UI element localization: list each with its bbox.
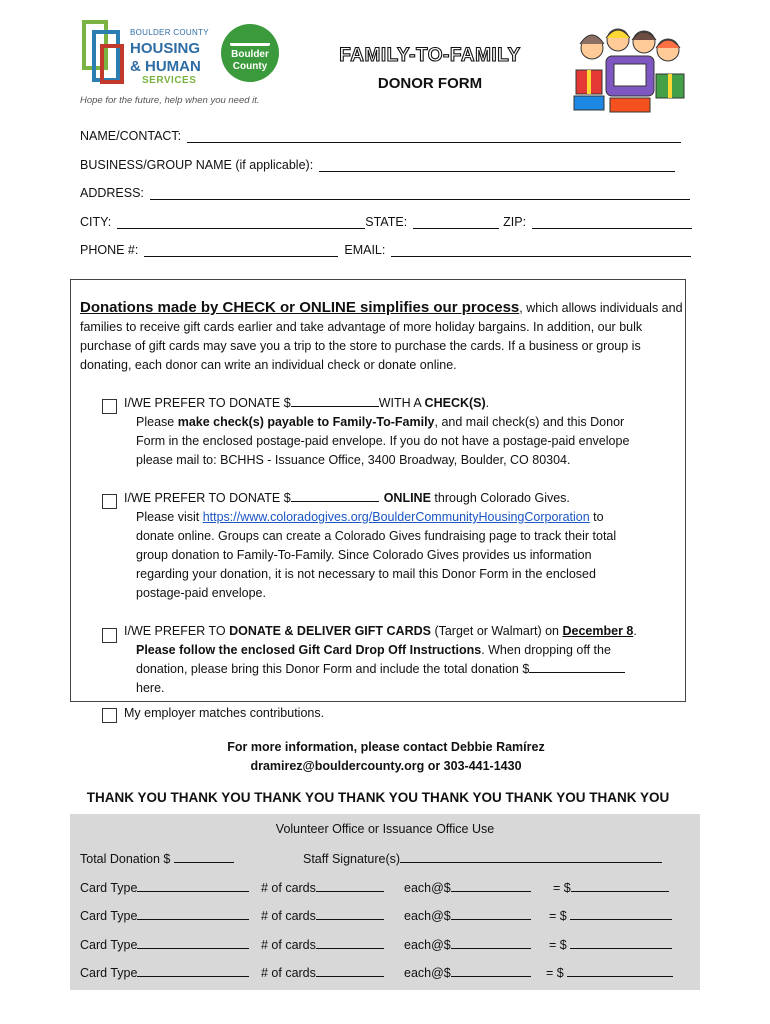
each-line[interactable]	[451, 964, 531, 977]
total-row-2	[549, 907, 672, 923]
check-option-text	[124, 394, 684, 470]
each-row-4	[404, 964, 531, 980]
name-contact-field[interactable]	[80, 129, 681, 143]
card-type-row-1	[80, 879, 249, 895]
zip-line[interactable]	[532, 216, 692, 229]
employer-match-label: My employer matches contributions.	[124, 706, 325, 720]
check-option-prefix: I/WE PREFER TO DONATE $	[124, 396, 291, 410]
org-line-3: & HUMAN	[130, 58, 201, 75]
total-label: = $	[553, 881, 571, 895]
giftcards-option-prefix: I/WE PREFER TO	[124, 624, 230, 638]
check-line2-bold: make check(s) payable to Family-To-Family	[177, 415, 435, 429]
staff-signature-field[interactable]	[303, 850, 662, 866]
each-row-3	[404, 936, 531, 952]
num-cards-line[interactable]	[316, 879, 384, 892]
each-line[interactable]	[451, 879, 531, 892]
check-option-end: .	[485, 396, 490, 410]
num-cards-label: # of cards	[261, 966, 316, 980]
employer-match-checkbox[interactable]	[102, 708, 117, 723]
check-instructions-line2	[124, 413, 684, 432]
num-cards-label: # of cards	[261, 881, 316, 895]
each-line[interactable]	[451, 936, 531, 949]
org-line-1: BOULDER COUNTY	[130, 28, 209, 37]
mountain-icon	[230, 35, 270, 46]
email-label: EMAIL:	[344, 243, 386, 257]
num-cards-row-4	[261, 964, 384, 980]
online-line2-a: Please visit	[136, 510, 203, 524]
donation-intro	[80, 298, 684, 375]
online-option-text	[124, 489, 684, 603]
contact-line-2: dramirez@bouldercounty.org or 303-441-1430	[250, 759, 522, 773]
num-cards-line[interactable]	[316, 907, 384, 920]
hhs-logo-mark	[80, 20, 124, 82]
num-cards-label: # of cards	[261, 909, 316, 923]
phone-email-row	[80, 243, 691, 257]
card-type-row-4	[80, 964, 249, 980]
giftcards-option-bold: DONATE & DELIVER GIFT CARDS	[229, 624, 431, 638]
staff-signature-label: Staff Signature(s)	[303, 852, 401, 866]
address-label: ADDRESS:	[80, 186, 144, 200]
each-label: each@$	[404, 881, 451, 895]
email-line[interactable]	[391, 244, 691, 257]
state-line[interactable]	[413, 216, 499, 229]
address-line[interactable]	[150, 187, 690, 200]
business-label: BUSINESS/GROUP NAME (if applicable):	[80, 158, 314, 172]
online-option-bold: ONLINE	[383, 491, 431, 505]
num-cards-row-1	[261, 879, 384, 895]
contact-line-1: For more information, please contact Debbie Ramírez	[227, 740, 545, 754]
total-row-1	[553, 879, 669, 895]
total-line[interactable]	[570, 907, 672, 920]
card-type-line[interactable]	[137, 879, 249, 892]
total-label: = $	[549, 938, 567, 952]
card-type-label: Card Type	[80, 909, 138, 923]
num-cards-line[interactable]	[316, 936, 384, 949]
page-subtitle: DONOR FORM	[377, 75, 483, 92]
giftcards-line2-bold: Please follow the enclosed Gift Card Drop Off Instructions	[136, 643, 482, 657]
intro-rest: , which allows individuals and families to receive gift cards earlier and take advantage of more holiday bargains. In addition, our bulk purchase of gift cards may save you a trip to the store to purchase the cards. If a business or group is donating, each donor can write an individual check or donate online.	[80, 301, 683, 372]
num-cards-line[interactable]	[316, 964, 384, 977]
check-instructions-line4: please mail to: BCHHS - Issuance Office, 3400 Broadway, Boulder, CO 80304.	[136, 453, 571, 467]
boulder-county-seal	[221, 24, 279, 82]
total-row-3	[549, 936, 672, 952]
giftcards-line3-text: donation, please bring this Donor Form and include the total donation $	[136, 662, 530, 676]
num-cards-row-2	[261, 907, 384, 923]
staff-signature-line[interactable]	[400, 850, 662, 863]
total-line[interactable]	[567, 964, 673, 977]
phone-line[interactable]	[144, 244, 338, 257]
colorado-gives-link[interactable]: https://www.coloradogives.org/BoulderCommunityHousingCorporation	[202, 510, 590, 524]
total-row-4	[546, 964, 673, 980]
address-field[interactable]	[80, 186, 690, 200]
check-option-bold: CHECK(S)	[424, 396, 486, 410]
phone-label: PHONE #:	[80, 243, 139, 257]
card-type-label: Card Type	[80, 938, 138, 952]
total-label: = $	[546, 966, 564, 980]
online-amount-blank[interactable]	[291, 489, 379, 502]
online-instructions-line4: group donation to Family-To-Family. Since Colorado Gives provides us information	[136, 548, 592, 562]
giftcards-instructions-line4: here.	[136, 681, 165, 695]
giftcards-instructions-line3	[124, 660, 684, 679]
city-state-zip-row	[80, 215, 692, 229]
online-option-prefix: I/WE PREFER TO DONATE $	[124, 491, 291, 505]
seal-line-2: County	[232, 61, 268, 72]
online-option-post: through Colorado Gives.	[430, 491, 570, 505]
total-donation-label: Total Donation $	[80, 852, 171, 866]
office-use-heading: Volunteer Office or Issuance Office Use	[275, 822, 495, 836]
online-instructions-line6: postage-paid envelope.	[136, 586, 266, 600]
giftcards-option-text	[124, 622, 684, 698]
state-label: STATE:	[365, 215, 408, 229]
card-type-line[interactable]	[137, 964, 249, 977]
contact-info	[80, 738, 692, 776]
page-title: FAMILY-TO-FAMILY	[339, 45, 521, 66]
check-line2-a: Please	[136, 415, 178, 429]
giftcards-total-blank[interactable]	[529, 660, 625, 673]
online-option-checkbox[interactable]	[102, 494, 117, 509]
intro-lead: Donations made by CHECK or ONLINE simplifies our process	[80, 299, 520, 316]
each-row-1	[404, 879, 531, 895]
zip-label: ZIP:	[503, 215, 527, 229]
online-instructions-line2	[124, 508, 684, 527]
org-line-4: SERVICES	[142, 75, 197, 86]
giftcards-option-checkbox[interactable]	[102, 628, 117, 643]
business-field[interactable]	[80, 158, 675, 172]
num-cards-label: # of cards	[261, 938, 316, 952]
thank-you-banner: THANK YOU THANK YOU THANK YOU THANK YOU THANK YOU THANK YOU THANK YOU	[86, 790, 670, 805]
check-line2-b: , and mail check(s) and this Donor	[434, 415, 625, 429]
total-line[interactable]	[571, 879, 669, 892]
giftcards-option-end: .	[633, 624, 637, 638]
each-label: each@$	[404, 966, 451, 980]
check-option-checkbox[interactable]	[102, 399, 117, 414]
online-instructions-line3: donate online. Groups can create a Colorado Gives fundraising page to track their total	[136, 529, 617, 543]
check-instructions-line3: Form in the enclosed postage-paid envelope. If you do not have a postage-paid envelope	[136, 434, 630, 448]
num-cards-row-3	[261, 936, 384, 952]
online-instructions-line5: regarding your donation, it is not necessary to mail this Donor Form in the enclosed	[136, 567, 596, 581]
check-option-mid: WITH A	[378, 396, 425, 410]
name-contact-label: NAME/CONTACT:	[80, 129, 182, 143]
total-donation-line[interactable]	[174, 850, 234, 863]
online-line2-b: to	[589, 510, 604, 524]
name-contact-line[interactable]	[187, 130, 681, 143]
city-line[interactable]	[117, 216, 365, 229]
each-label: each@$	[404, 938, 451, 952]
giftcards-date: December 8	[562, 624, 634, 638]
giftcards-option-post: (Target or Walmart) on	[430, 624, 563, 638]
card-type-label: Card Type	[80, 881, 138, 895]
org-tagline: Hope for the future, help when you need it.	[80, 95, 260, 106]
total-label: = $	[549, 909, 567, 923]
each-row-2	[404, 907, 531, 923]
kids-gifts-clipart	[570, 22, 690, 114]
each-line[interactable]	[451, 907, 531, 920]
business-line[interactable]	[319, 159, 675, 172]
card-type-row-3	[80, 936, 249, 952]
each-label: each@$	[404, 909, 451, 923]
city-label: CITY:	[80, 215, 112, 229]
check-amount-blank[interactable]	[291, 394, 379, 407]
card-type-label: Card Type	[80, 966, 138, 980]
card-type-row-2	[80, 907, 249, 923]
org-line-2: HOUSING	[130, 40, 201, 57]
card-type-line[interactable]	[137, 936, 249, 949]
giftcards-line2-post: . When dropping off the	[481, 643, 611, 657]
total-line[interactable]	[570, 936, 672, 949]
seal-line-1: Boulder	[231, 49, 269, 60]
giftcards-instructions-line2	[124, 641, 684, 660]
card-type-line[interactable]	[137, 907, 249, 920]
total-donation-field[interactable]	[80, 850, 234, 866]
